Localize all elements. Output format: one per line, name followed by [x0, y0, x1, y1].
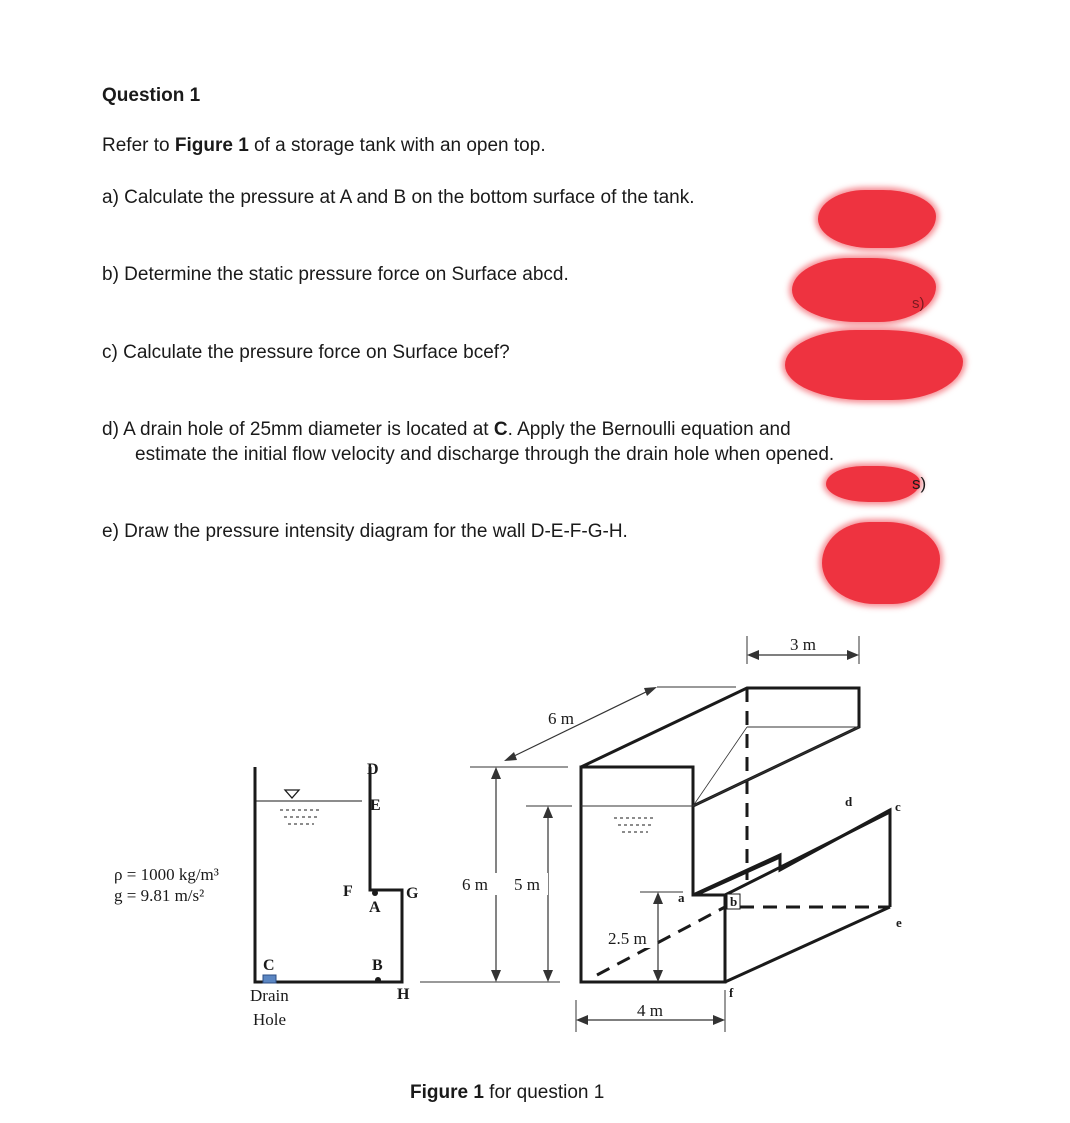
arrow-2-5m-bottom	[653, 970, 663, 982]
dimension-depth-line	[510, 690, 650, 758]
water-line-side	[693, 727, 859, 806]
dimension-three-m: 3 m	[790, 635, 816, 654]
label-F: F	[343, 883, 353, 900]
arrow-2-5m-top	[653, 892, 663, 904]
part-a: a) Calculate the pressure at A and B on the bottom surface of the tank.	[102, 187, 695, 208]
caption-rest: for question 1	[483, 1082, 605, 1103]
part-d-text-pre: d) A drain hole of 25mm diameter is located at	[102, 419, 494, 440]
dimension-four-m: 4 m	[637, 1001, 663, 1020]
part-d-line2: estimate the initial flow velocity and discharge through the drain hole when opened.	[135, 444, 835, 465]
question-title: Question 1	[102, 85, 201, 106]
part-e: e) Draw the pressure intensity diagram for the wall D-E-F-G-H.	[102, 521, 628, 542]
intro-text-pre: Refer to	[102, 135, 175, 156]
iso-label-a: a	[678, 890, 685, 905]
point-B-marker	[375, 977, 381, 983]
step-edge-b-c	[725, 812, 890, 895]
drain-hole-marker	[263, 975, 276, 983]
arrow-4m-right	[713, 1015, 725, 1025]
label-G: G	[406, 885, 419, 902]
arrow-6m-top	[491, 767, 501, 779]
arrow-depth-back	[644, 687, 657, 696]
isometric-tank	[504, 635, 902, 1032]
density-label: ρ = 1000 kg/m³	[114, 865, 219, 884]
height-dimensions	[420, 767, 572, 982]
caption-figure-ref: Figure 1	[410, 1082, 484, 1103]
gravity-label: g = 9.81 m/s²	[114, 886, 205, 905]
label-A: A	[369, 899, 381, 916]
arrow-6m-bottom	[491, 970, 501, 982]
iso-label-c: c	[895, 799, 901, 814]
cross-section	[114, 761, 419, 1029]
redaction-fragment-b: s)	[912, 295, 925, 312]
dimension-five-m: 5 m	[514, 875, 540, 894]
arrow-5m-top	[543, 806, 553, 818]
part-b: b) Determine the static pressure force on Surface abcd.	[102, 264, 569, 285]
water-level-symbol	[285, 790, 299, 798]
label-E: E	[370, 797, 381, 814]
label-C: C	[263, 957, 275, 974]
arrow-5m-bottom	[543, 970, 553, 982]
arrow-3m-left	[747, 650, 759, 660]
redaction-fragment-d: s)	[912, 474, 927, 493]
drain-label-1: Drain	[250, 986, 289, 1005]
part-d-point-c: C	[493, 419, 508, 440]
label-B: B	[372, 957, 383, 974]
dimension-six-m: 6 m	[462, 875, 488, 894]
label-H: H	[397, 986, 410, 1003]
iso-label-f: f	[729, 985, 734, 1000]
part-d-text-post: . Apply the Bernoulli equation and	[507, 419, 791, 440]
iso-label-b: b	[730, 894, 738, 909]
dimension-two-five-m: 2.5 m	[608, 929, 647, 948]
iso-label-e: e	[896, 915, 902, 930]
point-A-marker	[372, 890, 378, 896]
arrow-depth-front	[504, 752, 517, 761]
front-face	[581, 767, 725, 982]
intro-text-post: of a storage tank with an open top.	[248, 135, 546, 156]
arrow-3m-right	[847, 650, 859, 660]
dimension-depth-six-m: 6 m	[548, 709, 574, 728]
arrow-4m-left	[576, 1015, 588, 1025]
drain-label-2: Hole	[253, 1010, 287, 1029]
label-D: D	[367, 761, 379, 778]
figure-caption	[410, 1081, 604, 1105]
iso-label-d: d	[845, 794, 853, 809]
intro-figure-ref: Figure 1	[174, 135, 249, 156]
edge-f-e	[725, 907, 890, 982]
part-c: c) Calculate the pressure force on Surface bcef?	[102, 342, 510, 363]
